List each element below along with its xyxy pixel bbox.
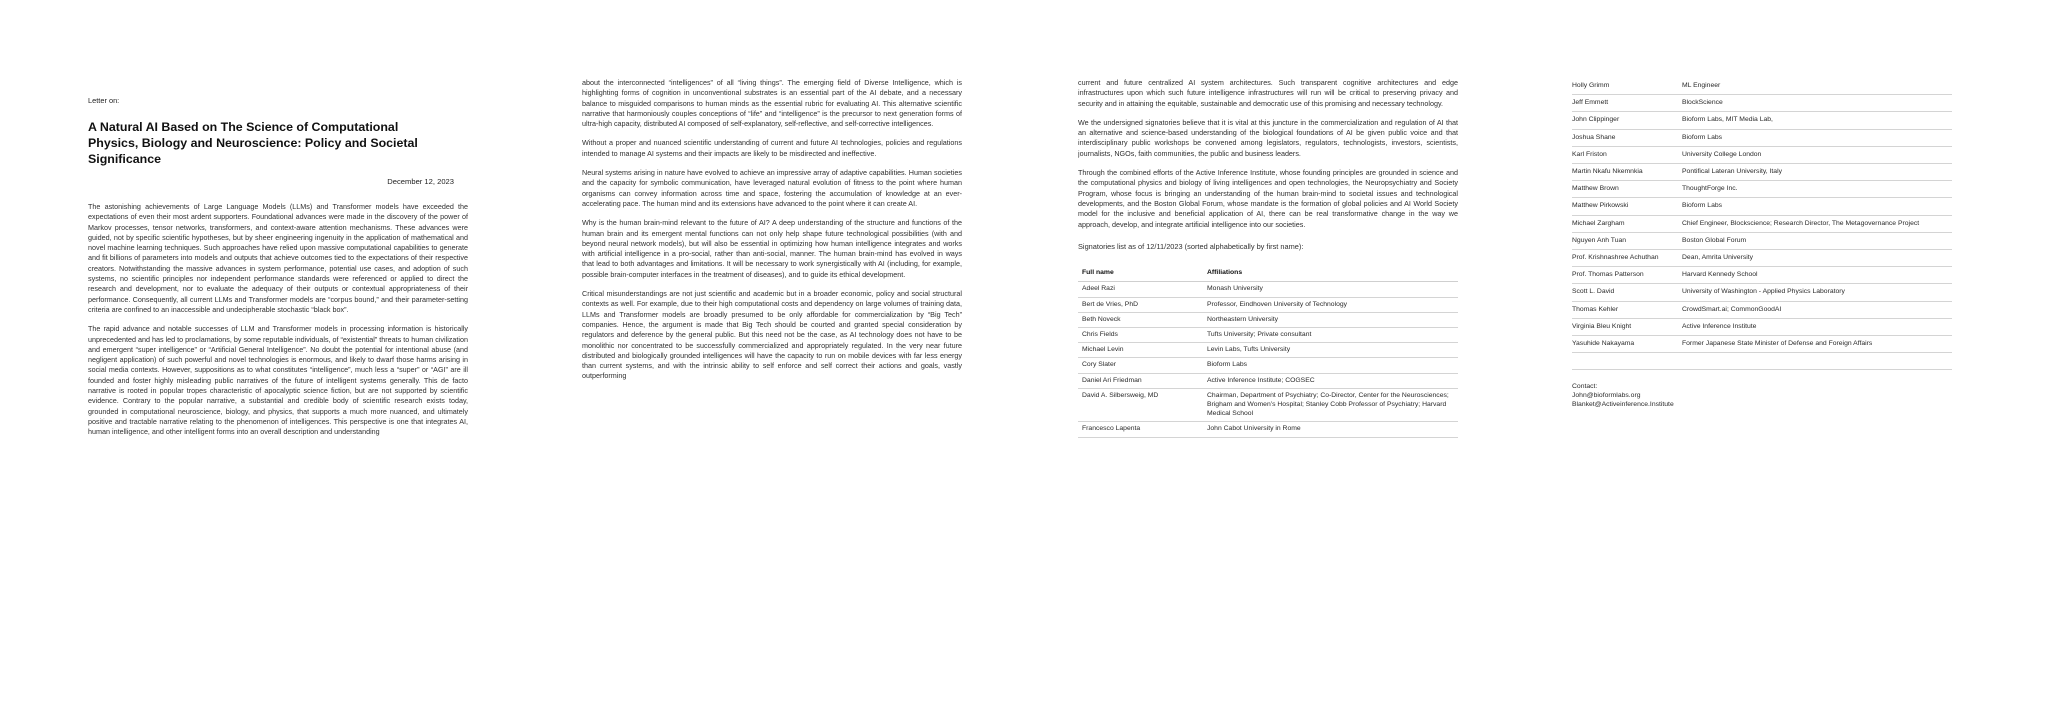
signatory-name: Thomas Kehler [1572, 301, 1682, 318]
document-page-1 [88, 78, 468, 638]
document-title: A Natural AI Based on The Science of Computational Physics, Biology and Neuroscience: Policy and Societal Significance [88, 120, 418, 166]
signatory-affiliation: Active Inference Institute; COGSEC [1207, 373, 1458, 388]
signatory-affiliation: Harvard Kennedy School [1682, 267, 1952, 284]
table-row [1572, 250, 1952, 267]
table-row [1572, 198, 1952, 215]
contact-email-2: Blanket@Activeinference.Institute [1572, 401, 1674, 409]
table-row [1572, 164, 1952, 181]
signatory-name: Michael Levin [1078, 343, 1207, 358]
signatory-affiliation: Boston Global Forum [1682, 232, 1952, 249]
signatory-affiliation: University College London [1682, 146, 1952, 163]
paragraph: The astonishing achievements of Large Language Models (LLMs) and Transformer models have exceeded the expectations of even their most ardent supporters. Foundational advances were made in the discovery of the power of Markov processes, tensor networks, transformers, and context-aware attention mechanisms. These advances were guided, not by specific scientific hypotheses, but by sheer engineering ingenuity in the application of mathematical and novel machine learning techniques. Such approaches have relied upon massive computational capabilities to generate and fit billions of parameters into models and outputs that achieve outcomes tied to the expectations of their respective creators. Notwithstanding the massive advances in system performance, potential use cases, and adoption of such systems, no scientific principles nor independent performance standards were referenced or applied to direct the research and development, nor to evaluate the adequacy of their outputs or contextual appropriateness of their performance. Consequently, all current LLMs and Transformer models are “corpus bound,” and their parameter-setting criteria are confined to an inaccessible and undecipherable stochastic “black box”. [88, 202, 468, 314]
contact-email-1: John@bioformlabs.org [1572, 392, 1641, 400]
signatory-affiliation: Bioform Labs [1682, 198, 1952, 215]
table-row [1078, 422, 1458, 437]
signatory-affiliation: Monash University [1207, 282, 1458, 297]
column-header-affiliations: Affiliations [1207, 266, 1458, 282]
paragraph: We the undersigned signatories believe that it is vital at this juncture in the commercialization and regulation of AI that an alternative and science-based understanding of the biological foundations of AI be given public voice and that interdisciplinary public workshops be convened among legislators, regulators, technologists, investors, scientists, journalists, NGOs, faith communities, the public and business leaders. [1078, 117, 1458, 158]
table-row [1572, 267, 1952, 284]
signatory-name: John Clippinger [1572, 112, 1682, 129]
table-row [1078, 358, 1458, 373]
signatory-affiliation: Chief Engineer, Blockscience; Research Director, The Metagovernance Project [1682, 215, 1952, 232]
signatories-header: Signatories list as of 12/11/2023 (sorted alphabetically by first name): [1078, 241, 1304, 251]
signatory-name: Joshua Shane [1572, 129, 1682, 146]
signatory-affiliation: Chairman, Department of Psychiatry; Co-Director, Center for the Neurosciences; Brigham and Women’s Hospital; Stanley Cobb Professor of Psychiatry; Harvard Medical School [1207, 388, 1458, 422]
signatory-name: Francesco Lapenta [1078, 422, 1207, 437]
paragraph: Critical misunderstandings are not just scientific and academic but in a broader economic, policy and social structural contexts as well. For example, due to their high computational costs and dependency on large volumes of training data, LLMs and Transformer models are broadly presumed to be only affordable for commercialization by “Big Tech” companies. Hence, the argument is made that Big Tech should be courted and granted special consideration by regulators and deference by the general public. But this need not be the case, as AI technology does not have to be monolithic nor concentrated to be successfully commercialized and appropriately regulated. In the very near future distributed and biologically grounded intelligences will have the capacity to run on mobile devices with far less energy than current systems, and with the intrinsic ability to self enforce and self correct their actions and goals, vastly outperforming [582, 289, 962, 381]
signatory-name: Daniel Ari Friedman [1078, 373, 1207, 388]
signatory-affiliation: BlockScience [1682, 95, 1952, 112]
signatories-table-continued [1572, 78, 1952, 353]
table-row [1078, 388, 1458, 422]
signatory-name: Prof. Krishnashree Achuthan [1572, 250, 1682, 267]
signatory-name: Virginia Bleu Knight [1572, 318, 1682, 335]
signatory-name: Michael Zargham [1572, 215, 1682, 232]
table-row [1078, 327, 1458, 342]
paragraph: Without a proper and nuanced scientific understanding of current and future AI technologies, policies and regulations intended to manage AI systems and their impacts are likely to be misdirected and ineffective. [582, 138, 962, 158]
table-row [1078, 343, 1458, 358]
table-row [1572, 318, 1952, 335]
paragraph: Neural systems arising in nature have evolved to achieve an impressive array of adaptive capabilities. Human societies and the capacity for symbolic communication, have leveraged natural evolution of fitness to the point where human organisms can convey information across time and space, fostering the accumulation of knowledge at an ever-accelerating pace. The human mind and its extensions have advanced to the point where it can create AI. [582, 168, 962, 208]
signatory-affiliation: Pontifical Lateran University, Italy [1682, 164, 1952, 181]
signatory-affiliation: Bioform Labs, MIT Media Lab, [1682, 112, 1952, 129]
signatory-affiliation: Dean, Amrita University [1682, 250, 1952, 267]
document-page-3 [1078, 78, 1458, 638]
letter-label: Letter on: [88, 96, 120, 105]
signatory-affiliation: Bioform Labs [1207, 358, 1458, 373]
signatory-affiliation: Former Japanese State Minister of Defense and Foreign Affairs [1682, 336, 1952, 353]
table-row [1572, 95, 1952, 112]
signatory-name: Cory Slater [1078, 358, 1207, 373]
signatory-name: Chris Fields [1078, 327, 1207, 342]
signatory-name: Beth Noveck [1078, 312, 1207, 327]
table-row [1572, 284, 1952, 301]
signatory-affiliation: ThoughtForge Inc. [1682, 181, 1952, 198]
table-row [1078, 373, 1458, 388]
paragraph: Through the combined efforts of the Active Inference Institute, whose founding principles are grounded in science and the computational physics and biology of living intelligences and open technologies, the Neuropsychiatry and Society Program, whose focus is bringing an understanding of the human brain-mind to societal issues and technological developments, and the Boston Global Forum, whose mandate is the formation of global policies and AI World Society model for the inclusive and beneficial application of AI, there can be real transformative change in the way we approach, develop, and integrate artificial intelligence into our societies. [1078, 168, 1458, 229]
table-row [1572, 301, 1952, 318]
table-row [1572, 181, 1952, 198]
table-row [1078, 282, 1458, 297]
signatory-name: Martin Nkafu Nkemnkia [1572, 164, 1682, 181]
signatory-affiliation: University of Washington - Applied Physics Laboratory [1682, 284, 1952, 301]
signatory-affiliation: Professor, Eindhoven University of Technology [1207, 297, 1458, 312]
signatory-name: Nguyen Anh Tuan [1572, 232, 1682, 249]
signatory-name: Matthew Pirkowski [1572, 198, 1682, 215]
table-row [1572, 232, 1952, 249]
signatory-name: Jeff Emmett [1572, 95, 1682, 112]
paragraph: Why is the human brain-mind relevant to the future of AI? A deep understanding of the structure and functions of the human brain and its emergent mental functions can not only help shape future technological possibilities (with and beyond neural network models), but will also be essential in optimizing how human intelligence integrates and works with artificial intelligence in a pro-social, rather than anti-social, manner. The human brain-mind has evolved in ways that lead to both advantages and limitations. It will be necessary to work synergistically with AI (including, for example, possible brain-computer interfaces in the treatment of diseases), and to guide its ethical development. [582, 218, 962, 279]
document-date: December 12, 2023 [387, 177, 454, 186]
signatory-affiliation: ML Engineer [1682, 78, 1952, 95]
paragraph: The rapid advance and notable successes of LLM and Transformer models in processing information is historically unprecedented and has led to proclamations, by some reputable individuals, of “existential” threats to human civilization and emergent “super intelligence” or “Artificial General Intelligence”. No doubt the potential for intentional abuse (and negligent application) of such powerful and novel technologies is enormous, and likely to dwarf those harms arising in social media contexts. However, suppositions as to what constitutes “intelligence”, much less a “super” or “AGI” are ill founded and foster highly misleading public narratives of the future of intelligent systems generally. This de facto narrative is rooted in popular tropes characteristic of apocalyptic science fiction, but are not supported by scientific evidence. Contrary to the popular narrative, a substantial and credible body of scientific research exists today, grounded in computational neuroscience, biology, and physics, that supports a much more nuanced, and ultimately positive and tractable narrative relating to the phenomenon of intelligences. This perspective is one that integrates AI, human intelligence, and other intelligent forms into an overall description and understanding [88, 324, 468, 437]
signatory-affiliation: CrowdSmart.ai; CommonGoodAI [1682, 301, 1952, 318]
signatory-affiliation: John Cabot University in Rome [1207, 422, 1458, 437]
signatory-affiliation: Levin Labs, Tufts University [1207, 343, 1458, 358]
table-row [1572, 129, 1952, 146]
signatory-name: Bert de Vries, PhD [1078, 297, 1207, 312]
signatory-name: Holly Grimm [1572, 78, 1682, 95]
table-row [1572, 112, 1952, 129]
table-row [1572, 336, 1952, 353]
signatory-affiliation: Northeastern University [1207, 312, 1458, 327]
signatory-name: David A. Silbersweig, MD [1078, 388, 1207, 422]
signatory-affiliation: Tufts University; Private consultant [1207, 327, 1458, 342]
signatory-name: Prof. Thomas Patterson [1572, 267, 1682, 284]
signatory-affiliation: Bioform Labs [1682, 129, 1952, 146]
table-row [1078, 297, 1458, 312]
table-row [1572, 215, 1952, 232]
table-row [1078, 312, 1458, 327]
signatories-table [1078, 266, 1458, 437]
document-page-4 [1572, 78, 1952, 638]
signatory-name: Yasuhide Nakayama [1572, 336, 1682, 353]
signatory-name: Karl Friston [1572, 146, 1682, 163]
signatory-name: Adeel Razi [1078, 282, 1207, 297]
signatory-name: Matthew Brown [1572, 181, 1682, 198]
document-page-2 [582, 78, 962, 638]
paragraph: about the interconnected “intelligences” of all “living things”. The emerging field of Diverse Intelligence, which is highlighting forms of cognition in unconventional substrates is an essential part of the AI debate, and a necessary balance to misguided comparisons to human minds as the essential rubric for evaluating AI. This alternative scientific narrative that harmoniously couples conceptions of “life” and “intelligence” is the precursor to next generation forms of ultra-high capacity, distributed AI composed of self-explanatory, self-reflective, and self-corrective intelligences. [582, 78, 962, 129]
paragraph: current and future centralized AI system architectures. Such transparent cognitive architectures and edge infrastructures upon which such future intelligence infrastructures will run will be critical to preserving privacy and security and in attaining the equitable, sustainable and democratic use of this promising and necessary technology. [1078, 78, 1458, 108]
table-header-row [1078, 266, 1458, 282]
table-row [1572, 146, 1952, 163]
column-header-name: Full name [1078, 266, 1207, 282]
signatory-affiliation: Active Inference Institute [1682, 318, 1952, 335]
contact-block [1572, 369, 1952, 409]
contact-label: Contact: [1572, 383, 1598, 391]
table-row [1572, 78, 1952, 95]
signatory-name: Scott L. David [1572, 284, 1682, 301]
